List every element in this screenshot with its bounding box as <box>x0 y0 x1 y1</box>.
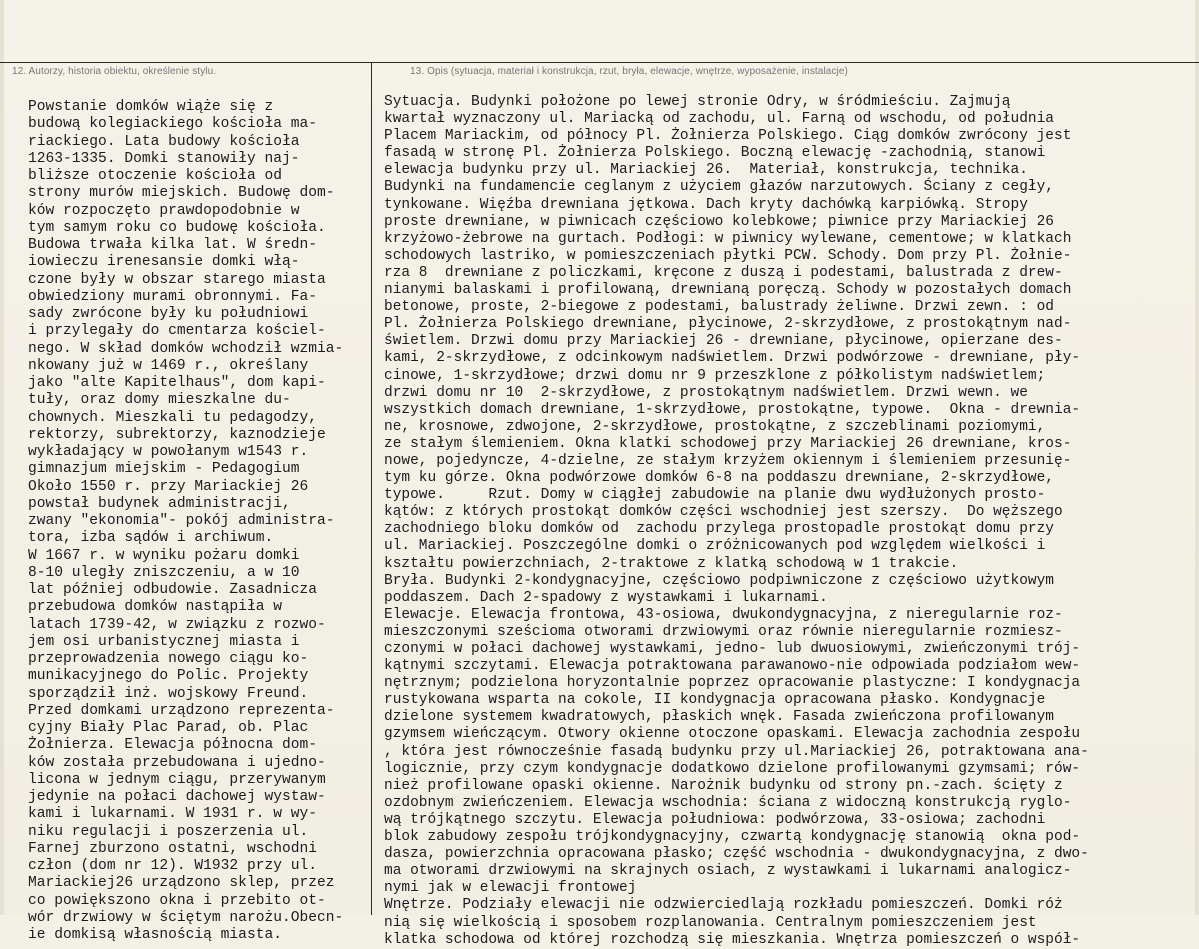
right-column-header: 13. Opis (sytuacja, materiał i konstrukcja, rzut, bryła, elewacje, wnętrze, wyposażenie, instalacje) <box>410 66 848 77</box>
column-divider <box>371 62 372 915</box>
sheet-left-edge <box>0 0 4 915</box>
left-column-header: 12. Autorzy, historia obiektu, określenie stylu. <box>12 66 217 77</box>
history-text: Powstanie domków wiąże się z budową kolegiackiego kościoła ma- riackiego. Lata budowy kościoła 1263-1335. Domki stanowiły naj- bliższe otoczenie kościoła od strony murów miejskich. Budowę dom- ków rozpoczęto prawdopodobnie w tym samym roku co budowę kościoła. Budowa trwała kilka lat. W średn- iowieczu irenesansie domki włą- czone były w obszar starego miasta obwiedziony murami obronnymi. Fa- sady zwrócone były ku południowi i przylegały do cmentarza kościel- nego. W skład domków wchodził wzmia- nkowany już w 1469 r., określany jako "alte Kapitelhaus", dom kapi- tuły, oraz domy mieszkalne du- chownych. Mieszkali tu pedagodzy, rektorzy, subrektorzy, kaznodzieje wykładający w powołanym w1543 r. gimnazjum miejskim - Pedagogium Około 1550 r. przy Mariackiej 26 powstał budynek administracji, zwany "ekonomia"- pokój administra- tora, izba sądów i archiwum. W 1667 r. w wyniku pożaru domki 8-10 uległy zniszczeniu, a w 10 lat później odbudowie. Zasadnicza przebudowa domków nastąpiła w latach 1739-42, w związku z rozwo- jem osi urbanistycznej miasta i przeprowadzenia nowego ciągu ko- munikacyjnego do Polic. Projekty sporządził inż. wojskowy Freund. Przed domkami urządzono reprezenta- cyjny Biały Plac Parad, ob. Plac Żołnierza. Elewacja północna dom- ków została przebudowana i ujedno- licona w jednym ciągu, przerywanym jedynie na połaci dachowej wystaw- kami i lukarnami. W 1931 r. w wy- niku regulacji i poszerzenia ul. Farnej zburzono ostatni, wschodni człon (dom nr 12). W1932 przy ul. Mariackiej26 urządzono sklep, przez co powiększono okna i przebito ot- wór drzwiowy w ściętym narożu.Obecn- ie domkisą własnością miasta. <box>28 99 344 943</box>
header-rule <box>0 62 1199 63</box>
description-text: Sytuacja. Budynki położone po lewej stronie Odry, w śródmieściu. Zajmują kwartał wyznaczony ul. Mariacką od zachodu, ul. Farną od wschodu, od południa Placem Mariackim, od północy Pl. Żołnierza Polskiego. Ciąg domków zwrócony jest fasadą w stronę Pl. Żołnierza Polskiego. Boczną elewację -zachodnią, stanowi elewacja budynku przy ul. Mariackiej 26. Materiał, konstrukcja, technika. Budynki na fundamencie ceglanym z użyciem głazów narzutowych. Ściany z cegły, tynkowane. Więźba drewniana jętkowa. Dach kryty dachówką karpiówką. Stropy proste drewniane, w piwnicach częściowo kolebkowe; piwnice przy Mariackiej 26 krzyżowo-żebrowe na gurtach. Podłogi: w piwnicy wylewane, cementowe; w klatkach schodowych lastriko, w pomieszczeniach płytki PCW. Schody. Dom przy Pl. Żołnie- rza 8 drewniane z policzkami, kręcone z duszą i podestami, balustrada z drew- nianymi balaskami i profilowaną, drewnianą poręczą. Schody w pozostałych domach betonowe, proste, 2-biegowe z podestami, balustrady żeliwne. Drzwi zewn. : od Pl. Żołnierza Polskiego drewniane, płycinowe, 2-skrzydłowe, z prostokątnym nad- świetlem. Drzwi domu przy Mariackiej 26 - drewniane, płycinowe, opierzane des- kami, 2-skrzydłowe, z odcinkowym nadświetlem. Drzwi podwórzowe - drewniane, pły- cinowe, 1-skrzydłowe; drzwi domu nr 9 przeszklone z półkolistym nadświetlem; drzwi domu nr 10 2-skrzydłowe, z prostokątnym nadświetlem. Drzwi wewn. we wszystkich domach drewniane, 1-skrzydłowe, prostokątne, typowe. Okna - drewnia- ne, krosnowe, zdwojone, 2-skrzydłowe, prostokątne, z szczeblinami poziomymi, ze stałym ślemieniem. Okna klatki schodowej przy Mariackiej 26 drewniane, kros- nowe, pojedyncze, 4-dzielne, ze stałym krzyżem okiennym i ślemieniem przesunię- tym ku górze. Okna podwórzowe domków 6-8 na poddaszu drewniane, 2-skrzydłowe, typowe. Rzut. Domy w ciągłej zabudowie na planie dwu wydłużonych prosto- kątów: z których prostokąt domków części wschodniej jest szerszy. Do węższego zachodniego bloku domków od zachodu przylega prostopadle prostokąt domu przy ul. Mariackiej. Poszczególne domki o zróżnicowanych pod względem wielkości i kształtu powierzchniach, 2-traktowe z klatką schodową w 1 trakcie. Bryła. Budynki 2-kondygnacyjne, częściowo podpiwniczone z częściowo użytkowym poddaszem. Dach 2-spadowy z wystawkami i lukarnami. Elewacje. Elewacja frontowa, 43-osiowa, dwukondygnacyjna, z nieregularnie roz- mieszczonymi sześcioma otworami drzwiowymi oraz równie nieregularnie rozmiesz- czonymi w połaci dachowej wystawkami, jedno- lub dwuosiowymi, zwieńczonymi trój- kątnymi szczytami. Elewacja potraktowana parawanowo-nie odpowiada podziałom wew- nętrznym; podzielona horyzontalnie poprzez opracowanie plastyczne: I kondygnacja rustykowana wsparta na cokole, II kondygnacja opracowana płasko. Kondygnacje dzielone systemem kwadratowych, płaskich wnęk. Fasada zwieńczona profilowanym gzymsem wieńczącym. Otwory okienne otoczone opaskami. Elewacja zachodnia zespołu , która jest równocześnie fasadą budynku przy ul.Mariackiej 26, potraktowana ana- logicznie, przy czym kondygnacje dodatkowo dzielone profilowanymi gzymsami; rów- nież profilowane opaski okienne. Narożnik budynku od strony pn.-zach. ścięty z ozdobnym zwieńczeniem. Elewacja wschodnia: ściana z widoczną konstrukcją ryglo- wą trójkątnego szczytu. Elewacja południowa: podwórzowa, 33-osiowa; zachodni blok zabudowy zespołu trójkondygnacyjny, czwartą kondygnację stanowią okna pod- dasza, powierzchnia opracowana płasko; część wschodnia - dwukondygnacyjna, z dwo- ma otworami drzwiowymi na skrajnych osiach, z wystawkami i lukarnami analogicz- nymi jak w elewacji frontowej Wnętrze. Podziały elewacji nie odzwierciedlają rozkładu pomieszczeń. Domki róż nią się wielkością i sposobem rozplanowania. Centralnym pomieszczeniem jest klatka schodowa od której rozchodzą się mieszkania. Wnętrza pomieszczeń o współ- <box>384 94 1089 948</box>
sheet-right-edge <box>1195 0 1199 915</box>
